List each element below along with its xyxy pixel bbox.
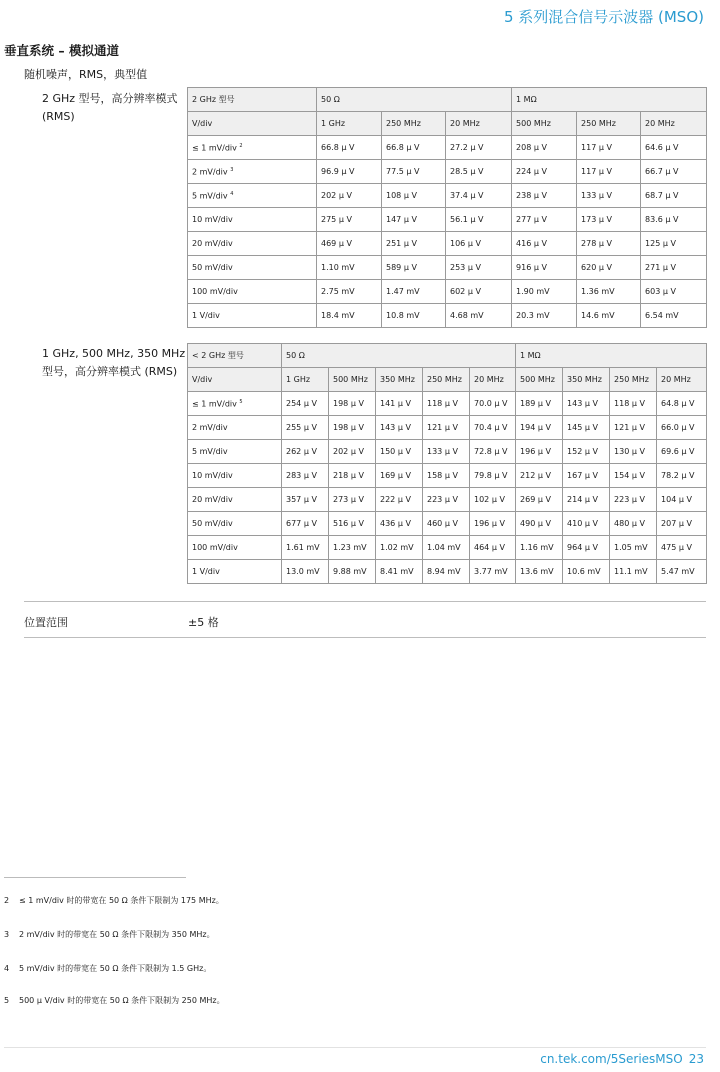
vdiv-cell (188, 560, 282, 584)
noise-value-cell: 410 μ V (563, 512, 610, 536)
footer-divider (4, 1047, 706, 1048)
noise-value-cell: 516 μ V (329, 512, 376, 536)
bandwidth-column-header: 250 MHz (577, 112, 641, 136)
vdiv-cell (188, 536, 282, 560)
vdiv-column-header: V/div (188, 112, 317, 136)
noise-value-cell: 117 μ V (577, 136, 641, 160)
noise-value-cell: 169 μ V (376, 464, 423, 488)
noise-value-cell: 677 μ V (282, 512, 329, 536)
noise-value-cell: 78.2 μ V (657, 464, 707, 488)
noise-value-cell: 1.16 mV (516, 536, 563, 560)
noise-value-cell: 68.7 μ V (641, 184, 707, 208)
noise-value-cell: 189 μ V (516, 392, 563, 416)
noise-value-cell: 214 μ V (563, 488, 610, 512)
vdiv-cell (188, 256, 317, 280)
noise-value-cell: 1.36 mV (577, 280, 641, 304)
noise-value-cell: 121 μ V (423, 416, 470, 440)
table-row (188, 464, 707, 488)
noise-value-cell: 480 μ V (610, 512, 657, 536)
model-header: < 2 GHz 型号 (188, 344, 282, 368)
footnote-text: ≤ 1 mV/div 时的带宽在 50 Ω 条件下限制为 175 MHz。 (19, 896, 224, 905)
noise-value-cell: 118 μ V (610, 392, 657, 416)
footnote-ref[interactable]: 5 (239, 398, 243, 405)
noise-value-cell: 3.77 mV (470, 560, 516, 584)
noise-value-cell: 56.1 μ V (446, 208, 512, 232)
noise-value-cell: 13.6 mV (516, 560, 563, 584)
table1-label-line2: (RMS) (42, 110, 75, 123)
noise-value-cell: 275 μ V (317, 208, 382, 232)
model-header: 2 GHz 型号 (188, 88, 317, 112)
noise-value-cell: 278 μ V (577, 232, 641, 256)
noise-value-cell: 464 μ V (470, 536, 516, 560)
table-row (188, 208, 707, 232)
noise-value-cell: 2.75 mV (317, 280, 382, 304)
position-range-value: ±5 格 (188, 616, 219, 629)
position-range-label: 位置范围 (24, 616, 68, 629)
noise-value-cell: 37.4 μ V (446, 184, 512, 208)
bandwidth-column-header: 500 MHz (516, 368, 563, 392)
noise-value-cell: 271 μ V (641, 256, 707, 280)
noise-value-cell: 254 μ V (282, 392, 329, 416)
bandwidth-column-header: 250 MHz (382, 112, 446, 136)
table2-label-line2: 型号，高分辨率模式 (RMS) (42, 365, 178, 378)
vdiv-cell (188, 304, 317, 328)
noise-value-cell: 4.68 mV (446, 304, 512, 328)
noise-value-cell: 1.02 mV (376, 536, 423, 560)
footnote-ref[interactable]: 3 (230, 166, 234, 173)
footer (540, 1052, 704, 1066)
noise-value-cell: 218 μ V (329, 464, 376, 488)
noise-value-cell: 150 μ V (376, 440, 423, 464)
noise-value-cell: 196 μ V (516, 440, 563, 464)
section-divider (24, 601, 706, 602)
table-header-row (188, 88, 707, 112)
bandwidth-column-header: 1 GHz (282, 368, 329, 392)
noise-value-cell: 154 μ V (610, 464, 657, 488)
noise-value-cell: 147 μ V (382, 208, 446, 232)
noise-value-cell: 196 μ V (470, 512, 516, 536)
impedance-1-mohm-header: 1 MΩ (516, 344, 707, 368)
vdiv-cell (188, 232, 317, 256)
table-row (188, 280, 707, 304)
noise-value-cell: 253 μ V (446, 256, 512, 280)
noise-value-cell: 603 μ V (641, 280, 707, 304)
noise-value-cell: 96.9 μ V (317, 160, 382, 184)
noise-value-cell: 224 μ V (512, 160, 577, 184)
table2-label-line1: 1 GHz, 500 MHz, 350 MHz (42, 347, 186, 360)
noise-value-cell: 475 μ V (657, 536, 707, 560)
footnote-text: 5 mV/div 时的带宽在 50 Ω 条件下限制为 1.5 GHz。 (19, 964, 212, 973)
noise-value-cell: 106 μ V (446, 232, 512, 256)
noise-value-cell: 5.47 mV (657, 560, 707, 584)
noise-value-cell: 223 μ V (423, 488, 470, 512)
table-row (188, 392, 707, 416)
vdiv-label: 20 mV/div (192, 239, 233, 248)
noise-value-cell: 357 μ V (282, 488, 329, 512)
vdiv-cell (188, 416, 282, 440)
footnote-ref[interactable]: 4 (230, 190, 234, 197)
noise-value-cell: 77.5 μ V (382, 160, 446, 184)
noise-value-cell: 152 μ V (563, 440, 610, 464)
noise-value-cell: 64.8 μ V (657, 392, 707, 416)
noise-value-cell: 8.41 mV (376, 560, 423, 584)
noise-value-cell: 223 μ V (610, 488, 657, 512)
table-row (188, 440, 707, 464)
bandwidth-column-header: 1 GHz (317, 112, 382, 136)
footnote (4, 895, 224, 906)
noise-value-cell: 194 μ V (516, 416, 563, 440)
vdiv-label: 5 mV/div (192, 191, 228, 201)
noise-value-cell: 1.23 mV (329, 536, 376, 560)
noise-value-cell: 141 μ V (376, 392, 423, 416)
vdiv-cell (188, 392, 282, 416)
noise-value-cell: 130 μ V (610, 440, 657, 464)
vdiv-label: 50 mV/div (192, 519, 233, 528)
noise-value-cell: 121 μ V (610, 416, 657, 440)
table-row (188, 512, 707, 536)
footnote-rule (4, 877, 186, 878)
vdiv-cell (188, 160, 317, 184)
table1-label-line1: 2 GHz 型号，高分辨率模式 (42, 92, 178, 105)
noise-value-cell: 589 μ V (382, 256, 446, 280)
noise-value-cell: 469 μ V (317, 232, 382, 256)
noise-value-cell: 72.8 μ V (470, 440, 516, 464)
noise-table-sub-2ghz (187, 343, 707, 584)
footnote-number: 3 (4, 930, 10, 939)
subsection-title: 随机噪声，RMS，典型值 (24, 68, 148, 81)
table-row (188, 560, 707, 584)
bandwidth-column-header: 20 MHz (657, 368, 707, 392)
bandwidth-column-header: 350 MHz (563, 368, 610, 392)
vdiv-label: 50 mV/div (192, 263, 233, 272)
noise-value-cell: 964 μ V (563, 536, 610, 560)
noise-value-cell: 104 μ V (657, 488, 707, 512)
noise-value-cell: 66.7 μ V (641, 160, 707, 184)
noise-value-cell: 108 μ V (382, 184, 446, 208)
noise-value-cell: 460 μ V (423, 512, 470, 536)
impedance-50-ohm-header: 50 Ω (282, 344, 516, 368)
noise-value-cell: 255 μ V (282, 416, 329, 440)
document-header-title: 5 系列混合信号示波器 (MSO) (503, 8, 704, 26)
noise-value-cell: 10.6 mV (563, 560, 610, 584)
table-subheader-row (188, 112, 707, 136)
vdiv-label: ≤ 1 mV/div (192, 143, 237, 153)
noise-value-cell: 20.3 mV (512, 304, 577, 328)
section-title: 垂直系统 – 模拟通道 (4, 43, 119, 58)
vdiv-column-header: V/div (188, 368, 282, 392)
vdiv-cell (188, 464, 282, 488)
noise-value-cell: 202 μ V (329, 440, 376, 464)
page-number: 23 (688, 1052, 704, 1066)
noise-value-cell: 1.90 mV (512, 280, 577, 304)
noise-value-cell: 283 μ V (282, 464, 329, 488)
vdiv-cell (188, 208, 317, 232)
footnote (4, 929, 215, 940)
noise-value-cell: 416 μ V (512, 232, 577, 256)
table-row (188, 136, 707, 160)
vdiv-cell (188, 136, 317, 160)
noise-value-cell: 916 μ V (512, 256, 577, 280)
noise-value-cell: 133 μ V (423, 440, 470, 464)
footnote-text: 2 mV/div 时的带宽在 50 Ω 条件下限制为 350 MHz。 (19, 930, 215, 939)
noise-value-cell: 238 μ V (512, 184, 577, 208)
bandwidth-column-header: 20 MHz (446, 112, 512, 136)
table-subheader-row (188, 368, 707, 392)
bandwidth-column-header: 250 MHz (423, 368, 470, 392)
vdiv-label: 2 mV/div (192, 167, 228, 177)
noise-value-cell: 145 μ V (563, 416, 610, 440)
table-row (188, 256, 707, 280)
noise-value-cell: 125 μ V (641, 232, 707, 256)
noise-value-cell: 262 μ V (282, 440, 329, 464)
vdiv-cell (188, 512, 282, 536)
table2-label (42, 345, 188, 381)
noise-value-cell: 118 μ V (423, 392, 470, 416)
noise-value-cell: 602 μ V (446, 280, 512, 304)
noise-value-cell: 83.6 μ V (641, 208, 707, 232)
noise-value-cell: 14.6 mV (577, 304, 641, 328)
table-row (188, 536, 707, 560)
vdiv-cell (188, 488, 282, 512)
table-row (188, 232, 707, 256)
noise-value-cell: 6.54 mV (641, 304, 707, 328)
noise-value-cell: 436 μ V (376, 512, 423, 536)
noise-value-cell: 1.61 mV (282, 536, 329, 560)
bandwidth-column-header: 500 MHz (512, 112, 577, 136)
vdiv-cell (188, 440, 282, 464)
noise-value-cell: 13.0 mV (282, 560, 329, 584)
noise-value-cell: 158 μ V (423, 464, 470, 488)
section-divider (24, 637, 706, 638)
noise-value-cell: 1.05 mV (610, 536, 657, 560)
vdiv-label: 10 mV/div (192, 471, 233, 480)
vdiv-label: 5 mV/div (192, 447, 228, 456)
bandwidth-column-header: 500 MHz (329, 368, 376, 392)
noise-value-cell: 143 μ V (563, 392, 610, 416)
noise-value-cell: 251 μ V (382, 232, 446, 256)
noise-value-cell: 79.8 μ V (470, 464, 516, 488)
bandwidth-column-header: 20 MHz (641, 112, 707, 136)
noise-value-cell: 167 μ V (563, 464, 610, 488)
footer-url[interactable]: cn.tek.com/5SeriesMSO (540, 1052, 683, 1066)
noise-value-cell: 10.8 mV (382, 304, 446, 328)
footnote-ref[interactable]: 2 (239, 142, 243, 149)
noise-value-cell: 117 μ V (577, 160, 641, 184)
noise-value-cell: 1.47 mV (382, 280, 446, 304)
noise-value-cell: 273 μ V (329, 488, 376, 512)
vdiv-label: 10 mV/div (192, 215, 233, 224)
vdiv-label: ≤ 1 mV/div (192, 399, 237, 409)
footnote-number: 5 (4, 996, 10, 1005)
noise-value-cell: 212 μ V (516, 464, 563, 488)
vdiv-label: 1 V/div (192, 311, 220, 320)
noise-value-cell: 1.10 mV (317, 256, 382, 280)
vdiv-label: 2 mV/div (192, 423, 228, 432)
noise-value-cell: 70.0 μ V (470, 392, 516, 416)
noise-value-cell: 173 μ V (577, 208, 641, 232)
noise-value-cell: 202 μ V (317, 184, 382, 208)
noise-value-cell: 66.8 μ V (382, 136, 446, 160)
noise-value-cell: 64.6 μ V (641, 136, 707, 160)
footnote-text: 500 μ V/div 时的带宽在 50 Ω 条件下限制为 250 MHz。 (19, 996, 225, 1005)
noise-value-cell: 620 μ V (577, 256, 641, 280)
footnote (4, 995, 225, 1006)
noise-value-cell: 11.1 mV (610, 560, 657, 584)
noise-value-cell: 70.4 μ V (470, 416, 516, 440)
bandwidth-column-header: 20 MHz (470, 368, 516, 392)
table1-label (42, 90, 188, 126)
noise-value-cell: 133 μ V (577, 184, 641, 208)
vdiv-cell (188, 184, 317, 208)
table-header-row (188, 344, 707, 368)
noise-table-2ghz (187, 87, 707, 328)
impedance-50-ohm-header: 50 Ω (317, 88, 512, 112)
noise-value-cell: 66.0 μ V (657, 416, 707, 440)
impedance-1-mohm-header: 1 MΩ (512, 88, 707, 112)
footnote (4, 963, 211, 974)
noise-value-cell: 8.94 mV (423, 560, 470, 584)
footnote-number: 4 (4, 964, 10, 973)
vdiv-label: 100 mV/div (192, 543, 238, 552)
noise-value-cell: 9.88 mV (329, 560, 376, 584)
noise-value-cell: 269 μ V (516, 488, 563, 512)
table-row (188, 160, 707, 184)
noise-value-cell: 102 μ V (470, 488, 516, 512)
noise-value-cell: 222 μ V (376, 488, 423, 512)
vdiv-label: 100 mV/div (192, 287, 238, 296)
noise-value-cell: 490 μ V (516, 512, 563, 536)
noise-value-cell: 207 μ V (657, 512, 707, 536)
vdiv-cell (188, 280, 317, 304)
bandwidth-column-header: 350 MHz (376, 368, 423, 392)
vdiv-label: 1 V/div (192, 567, 220, 576)
noise-value-cell: 198 μ V (329, 416, 376, 440)
noise-value-cell: 28.5 μ V (446, 160, 512, 184)
table-row (188, 488, 707, 512)
table-row (188, 304, 707, 328)
noise-value-cell: 27.2 μ V (446, 136, 512, 160)
noise-value-cell: 1.04 mV (423, 536, 470, 560)
table-row (188, 184, 707, 208)
noise-value-cell: 69.6 μ V (657, 440, 707, 464)
table-row (188, 416, 707, 440)
noise-value-cell: 143 μ V (376, 416, 423, 440)
footnote-number: 2 (4, 896, 10, 905)
noise-value-cell: 198 μ V (329, 392, 376, 416)
noise-value-cell: 208 μ V (512, 136, 577, 160)
bandwidth-column-header: 250 MHz (610, 368, 657, 392)
noise-value-cell: 18.4 mV (317, 304, 382, 328)
noise-value-cell: 277 μ V (512, 208, 577, 232)
noise-value-cell: 66.8 μ V (317, 136, 382, 160)
vdiv-label: 20 mV/div (192, 495, 233, 504)
